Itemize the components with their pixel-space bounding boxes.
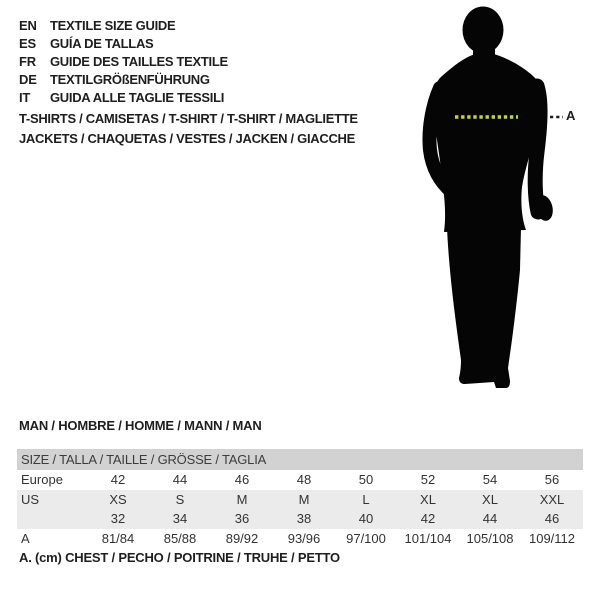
size-cell: 40 [358,511,374,526]
size-cell: M [298,491,310,507]
size-cell: 32 [110,511,126,526]
row-label: US [21,491,40,507]
language-code: IT [19,89,31,105]
size-cell: XL [420,491,436,507]
size-cell: L [362,491,370,507]
size-cell: 101/104 [404,530,452,546]
language-title: TEXTILGRÖßENFÜHRUNG [50,71,210,87]
measure-label-a: A [566,108,576,123]
size-table [17,449,583,548]
size-cell: 44 [172,472,188,487]
language-code: FR [19,53,36,69]
size-cell: 81/84 [101,530,135,546]
size-cell: XL [482,491,498,507]
size-cell: 44 [482,511,498,526]
size-cell: 36 [234,511,250,526]
man-legs [447,228,521,388]
size-cell: 89/92 [225,530,259,546]
size-cell: 42 [420,511,436,526]
garment-categories [19,109,358,148]
size-cell: XS [109,491,127,507]
language-row-it [19,88,228,106]
size-cell: 93/96 [287,530,321,546]
size-cell: 54 [482,472,498,487]
language-row-es [19,34,228,52]
size-cell: 38 [296,511,312,526]
man-silhouette-figure [420,2,570,400]
size-cell: 34 [172,511,188,526]
row-label: Europe [21,472,63,487]
table-row [17,509,583,529]
size-table-header: SIZE / TALLA / TAILLE / GRÖSSE / TAGLIA [17,449,583,470]
language-code: DE [19,71,37,87]
language-row-en [19,16,228,34]
garment-line-tshirts: T-SHIRTS / CAMISETAS / T-SHIRT / T-SHIRT / MAGLIETTE [19,111,358,126]
row-label: A [21,530,30,546]
size-cell: 56 [544,472,560,487]
language-title: GUIDE DES TAILLES TEXTILE [50,53,228,69]
size-cell: M [236,491,248,507]
section-title-man: MAN / HOMBRE / HOMME / MANN / MAN [19,418,262,433]
man-right-arm [535,86,540,212]
row-label [17,509,87,529]
size-cell: 50 [358,472,374,487]
language-list [19,16,228,106]
table-row [17,490,583,510]
size-cell: 52 [420,472,436,487]
language-title: GUIDA ALLE TAGLIE TESSILI [50,89,225,105]
language-row-fr [19,52,228,70]
size-cell: 105/108 [466,530,514,546]
size-cell: 109/112 [528,530,576,546]
size-cell: 97/100 [346,530,386,546]
size-cell: 85/88 [163,530,197,546]
language-title: TEXTILE SIZE GUIDE [50,17,176,33]
garment-line-jackets: JACKETS / CHAQUETAS / VESTES / JACKEN / GIACCHE [19,130,355,146]
size-cell: S [175,491,185,507]
language-title: GUÍA DE TALLAS [50,35,154,51]
size-cell: 48 [296,472,312,487]
size-table-body [17,470,583,548]
language-row-de [19,70,228,88]
size-cell: XXL [539,491,565,507]
man-torso [432,52,542,232]
size-cell: 46 [234,472,250,487]
man-silhouette [420,2,570,400]
language-code: ES [19,35,36,51]
language-code: EN [19,17,37,33]
size-cell: 42 [110,472,126,487]
table-row [17,529,583,549]
chest-footnote: A. (cm) CHEST / PECHO / POITRINE / TRUHE / PETTO [19,550,340,565]
size-cell: 46 [544,511,560,526]
table-row [17,470,583,490]
